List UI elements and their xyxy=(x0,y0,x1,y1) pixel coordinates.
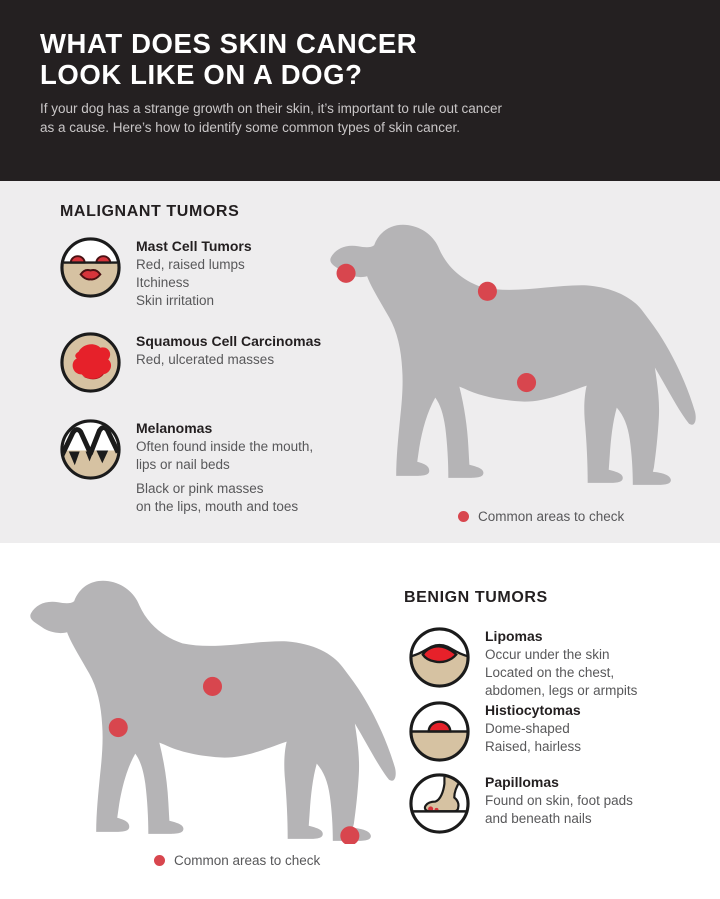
tumor-item xyxy=(59,418,313,516)
dog-silhouette-benign xyxy=(24,577,410,844)
tumor-item xyxy=(59,236,252,310)
common-area-marker-dot xyxy=(478,282,497,301)
common-area-marker-dot xyxy=(203,677,222,696)
legend-label: Common areas to check xyxy=(478,509,625,524)
squamous-cell-carcinoma-icon xyxy=(59,331,122,394)
page-subtitle-line1: If your dog has a strange growth on their skin, it’s important to rule out cancer xyxy=(40,101,502,116)
legend-label: Common areas to check xyxy=(174,853,321,868)
tumor-item xyxy=(408,626,637,700)
page-subtitle-line2: as a cause. Here’s how to identify some common types of skin cancer. xyxy=(40,119,460,135)
tumor-item-title: Squamous Cell Carcinomas xyxy=(136,333,322,349)
page-title-line1: WHAT DOES SKIN CANCER xyxy=(40,28,418,59)
legend-dot-icon xyxy=(154,855,165,866)
common-area-marker-dot xyxy=(109,718,128,737)
legend-benign xyxy=(154,853,320,868)
tumor-item-text xyxy=(485,772,633,828)
papilloma-icon xyxy=(408,772,471,835)
legend-malignant xyxy=(458,509,624,524)
dog-silhouette-malignant xyxy=(324,221,710,488)
dog-body-shape xyxy=(30,581,395,841)
page-subtitle xyxy=(40,100,502,137)
histiocytoma-icon xyxy=(408,700,471,763)
tumor-item-title: Melanomas xyxy=(136,420,213,436)
tumor-item-text xyxy=(136,236,252,310)
common-area-marker-dot xyxy=(337,264,356,283)
dog-body-shape xyxy=(330,225,695,485)
tumor-item xyxy=(408,772,633,835)
tumor-item-description: Red, raised lumps Itchiness Skin irritation xyxy=(136,257,245,308)
tumor-item-description: Often found inside the mouth, lips or nail beds xyxy=(136,439,314,472)
tumor-item-text xyxy=(485,626,637,700)
tumor-item xyxy=(408,700,581,763)
tumor-item-title: Lipomas xyxy=(485,628,543,644)
page-title-line2: LOOK LIKE ON A DOG? xyxy=(40,59,363,90)
common-area-marker-dot xyxy=(517,373,536,392)
tumor-item-title: Mast Cell Tumors xyxy=(136,238,252,254)
tumor-item-description: Occur under the skin Located on the chest, abdomen, legs or armpits xyxy=(485,647,638,698)
benign-heading: BENIGN TUMORS xyxy=(404,589,548,606)
malignant-heading: MALIGNANT TUMORS xyxy=(60,203,240,220)
legend-dot-icon xyxy=(458,511,469,522)
tumor-item-text xyxy=(485,700,581,756)
tumor-item-text xyxy=(136,418,313,516)
header xyxy=(0,0,720,181)
tumor-item-description: Black or pink masses on the lips, mouth and toes xyxy=(136,481,299,514)
lipoma-icon xyxy=(408,626,471,689)
mast-cell-tumor-icon xyxy=(59,236,122,299)
tumor-item-title: Histiocytomas xyxy=(485,702,581,718)
tumor-item-description: Dome-shaped Raised, hairless xyxy=(485,721,582,754)
tumor-item xyxy=(59,331,321,394)
tumor-item-description: Red, ulcerated masses xyxy=(136,352,275,367)
tumor-item-text xyxy=(136,331,321,369)
page-title xyxy=(40,28,417,90)
tumor-item-description: Found on skin, foot pads and beneath nails xyxy=(485,793,633,826)
melanoma-icon xyxy=(59,418,122,481)
tumor-item-title: Papillomas xyxy=(485,774,559,790)
